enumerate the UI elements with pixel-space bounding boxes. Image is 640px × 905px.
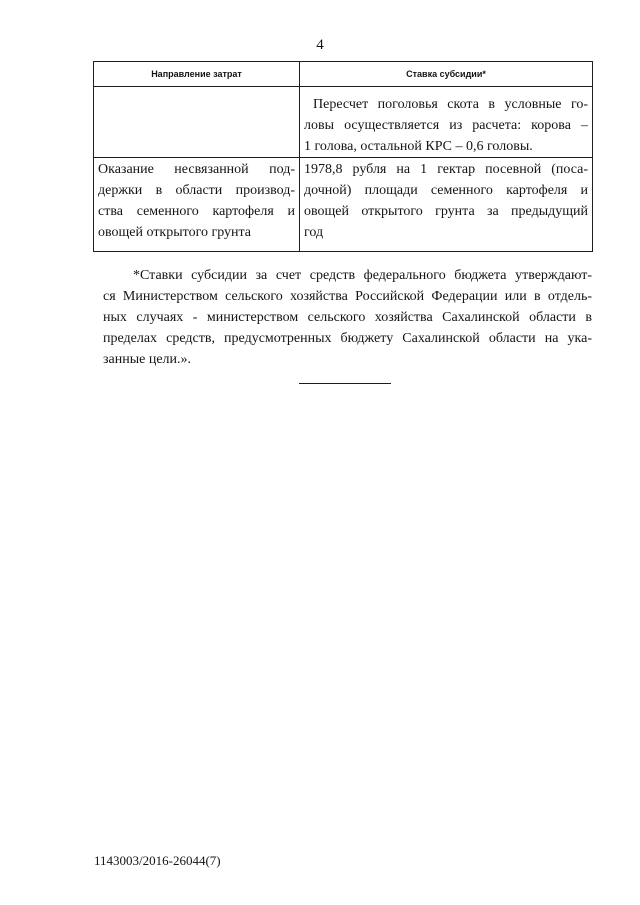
text-line: Оказание несвязанной под-	[98, 162, 295, 177]
text-line: держки в области производ-	[98, 183, 295, 198]
document-code: 1143003/2016-26044(7)	[94, 853, 221, 868]
text-line: овощей открытого грунта	[98, 225, 252, 240]
footnote-line: пределах средств, предусмотренных бюджету Сахалинской области на ука-	[103, 331, 592, 346]
cell-subsidy-rate	[300, 87, 593, 158]
cell-subsidy-rate	[300, 158, 593, 252]
table-header-row	[94, 62, 593, 87]
text-line: год	[304, 225, 324, 240]
footnote-line: ся Министерством сельского хозяйства Российской Федерации или в отдель-	[103, 289, 592, 304]
page-number: 4	[316, 37, 324, 53]
text-line: ства семенного картофеля и	[98, 204, 295, 219]
text-line: Пересчет поголовья скота в условные го-	[313, 97, 588, 112]
separator-line	[299, 383, 391, 384]
footnote-line: занные цели.».	[103, 352, 192, 367]
text-line: ловы осуществляется из расчета: корова –	[304, 118, 588, 133]
table-row	[94, 158, 593, 252]
table-row	[94, 87, 593, 158]
cell-expense-direction	[94, 87, 300, 158]
header-expense-direction: Направление затрат	[94, 62, 300, 87]
cell-expense-direction	[94, 158, 300, 252]
subsidy-table	[93, 61, 593, 252]
footnote-line: ных случаях - министерством сельского хозяйства Сахалинской области в	[103, 310, 592, 325]
header-subsidy-rate: Ставка субсидии*	[300, 62, 593, 87]
text-line: 1978,8 рубля на 1 гектар посевной (поса-	[304, 162, 588, 177]
footnote-line: *Ставки субсидии за счет средств федерального бюджета утверждают-	[133, 268, 592, 283]
footnote	[103, 265, 592, 370]
text-line: дочной) площади семенного картофеля и	[304, 183, 588, 198]
text-line: 1 голова, остальной КРС – 0,6 головы.	[304, 139, 533, 154]
text-line: овощей открытого грунта за предыдущий	[304, 204, 588, 219]
